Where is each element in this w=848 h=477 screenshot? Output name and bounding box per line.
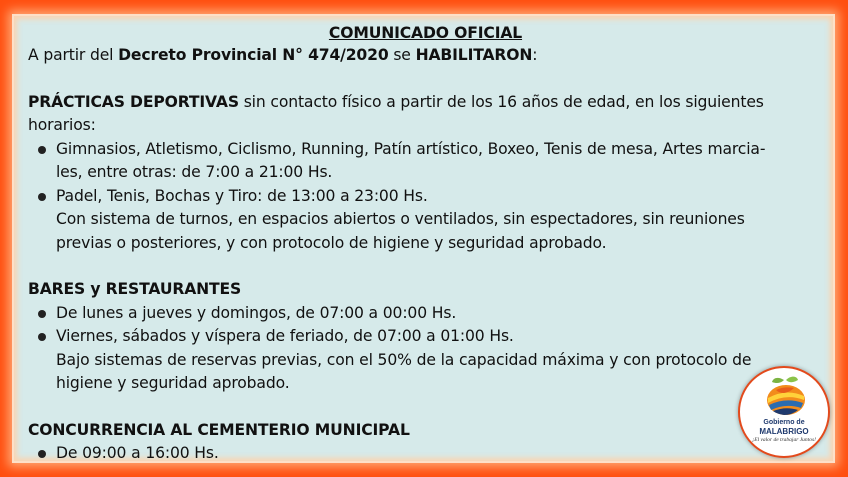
- sports-heading-bold: PRÁCTICAS DEPORTIVAS: [28, 92, 239, 111]
- spacer: [28, 255, 823, 278]
- list-item-text: higiene y seguridad aprobado.: [56, 374, 290, 392]
- intro-line: [28, 44, 823, 68]
- bullet-icon: [38, 310, 46, 318]
- list-item: [28, 138, 823, 185]
- cemetery-heading: CONCURRENCIA AL CEMENTERIO MUNICIPAL: [28, 420, 410, 439]
- notice-title: COMUNICADO OFICIAL: [328, 24, 523, 42]
- list-item-text: De 09:00 a 16:00 Hs.: [56, 444, 219, 462]
- logo-tagline: ¡El valor de trabajar Juntos!: [752, 437, 816, 443]
- list-item-text: Gimnasios, Atletismo, Ciclismo, Running, Patín artístico, Boxeo, Tenis de mesa, Artes marcia-: [56, 139, 766, 158]
- notice-content: [28, 22, 823, 466]
- logo-line2: MALABRIGO: [759, 427, 809, 436]
- list-item-text: Bajo sistemas de reservas previas, con el 50% de la capacidad máxima y con protocolo de: [56, 350, 752, 369]
- cemetery-list: [28, 442, 823, 466]
- intro-text-2: se: [388, 46, 416, 64]
- spacer: [28, 396, 823, 419]
- intro-text-3: :: [532, 46, 538, 64]
- bullet-icon: [38, 333, 46, 341]
- decree-reference: Decreto Provincial N° 474/2020: [118, 46, 389, 64]
- intro-text-1: A partir del: [28, 46, 119, 64]
- list-item: [28, 442, 823, 466]
- list-item-text: Con sistema de turnos, en espacios abiertos o ventilados, sin espectadores, sin reuniones: [56, 210, 745, 228]
- bullet-icon: [38, 193, 46, 201]
- sports-list: [28, 138, 823, 256]
- sports-heading: [28, 91, 823, 115]
- malabrigo-logo: [738, 366, 830, 458]
- bullet-icon: [38, 450, 46, 458]
- list-item-text: Padel, Tenis, Bochas y Tiro: de 13:00 a 23:00 Hs.: [56, 186, 428, 205]
- bars-list: [28, 302, 823, 396]
- notice-panel: [12, 14, 835, 463]
- bars-heading: BARES y RESTAURANTES: [28, 280, 242, 298]
- bullet-icon: [38, 146, 46, 154]
- list-item-text: les, entre otras: de 7:00 a 21:00 Hs.: [56, 163, 333, 181]
- list-item: [28, 325, 823, 396]
- list-item-text: De lunes a jueves y domingos, de 07:00 a 00:00 Hs.: [56, 303, 457, 322]
- sports-heading-line2: horarios:: [28, 116, 96, 134]
- sports-heading-rest: sin contacto físico a partir de los 16 años de edad, en los siguientes: [238, 92, 764, 111]
- list-item-text: previas o posteriores, y con protocolo de higiene y seguridad aprobado.: [56, 233, 607, 252]
- list-item: [28, 185, 823, 256]
- enabled-word: HABILITARON: [415, 46, 533, 64]
- list-item: [28, 302, 823, 326]
- list-item-text: Viernes, sábados y víspera de feriado, de 07:00 a 01:00 Hs.: [56, 327, 514, 345]
- spacer: [28, 68, 823, 91]
- logo-line1: Gobierno de: [763, 419, 805, 426]
